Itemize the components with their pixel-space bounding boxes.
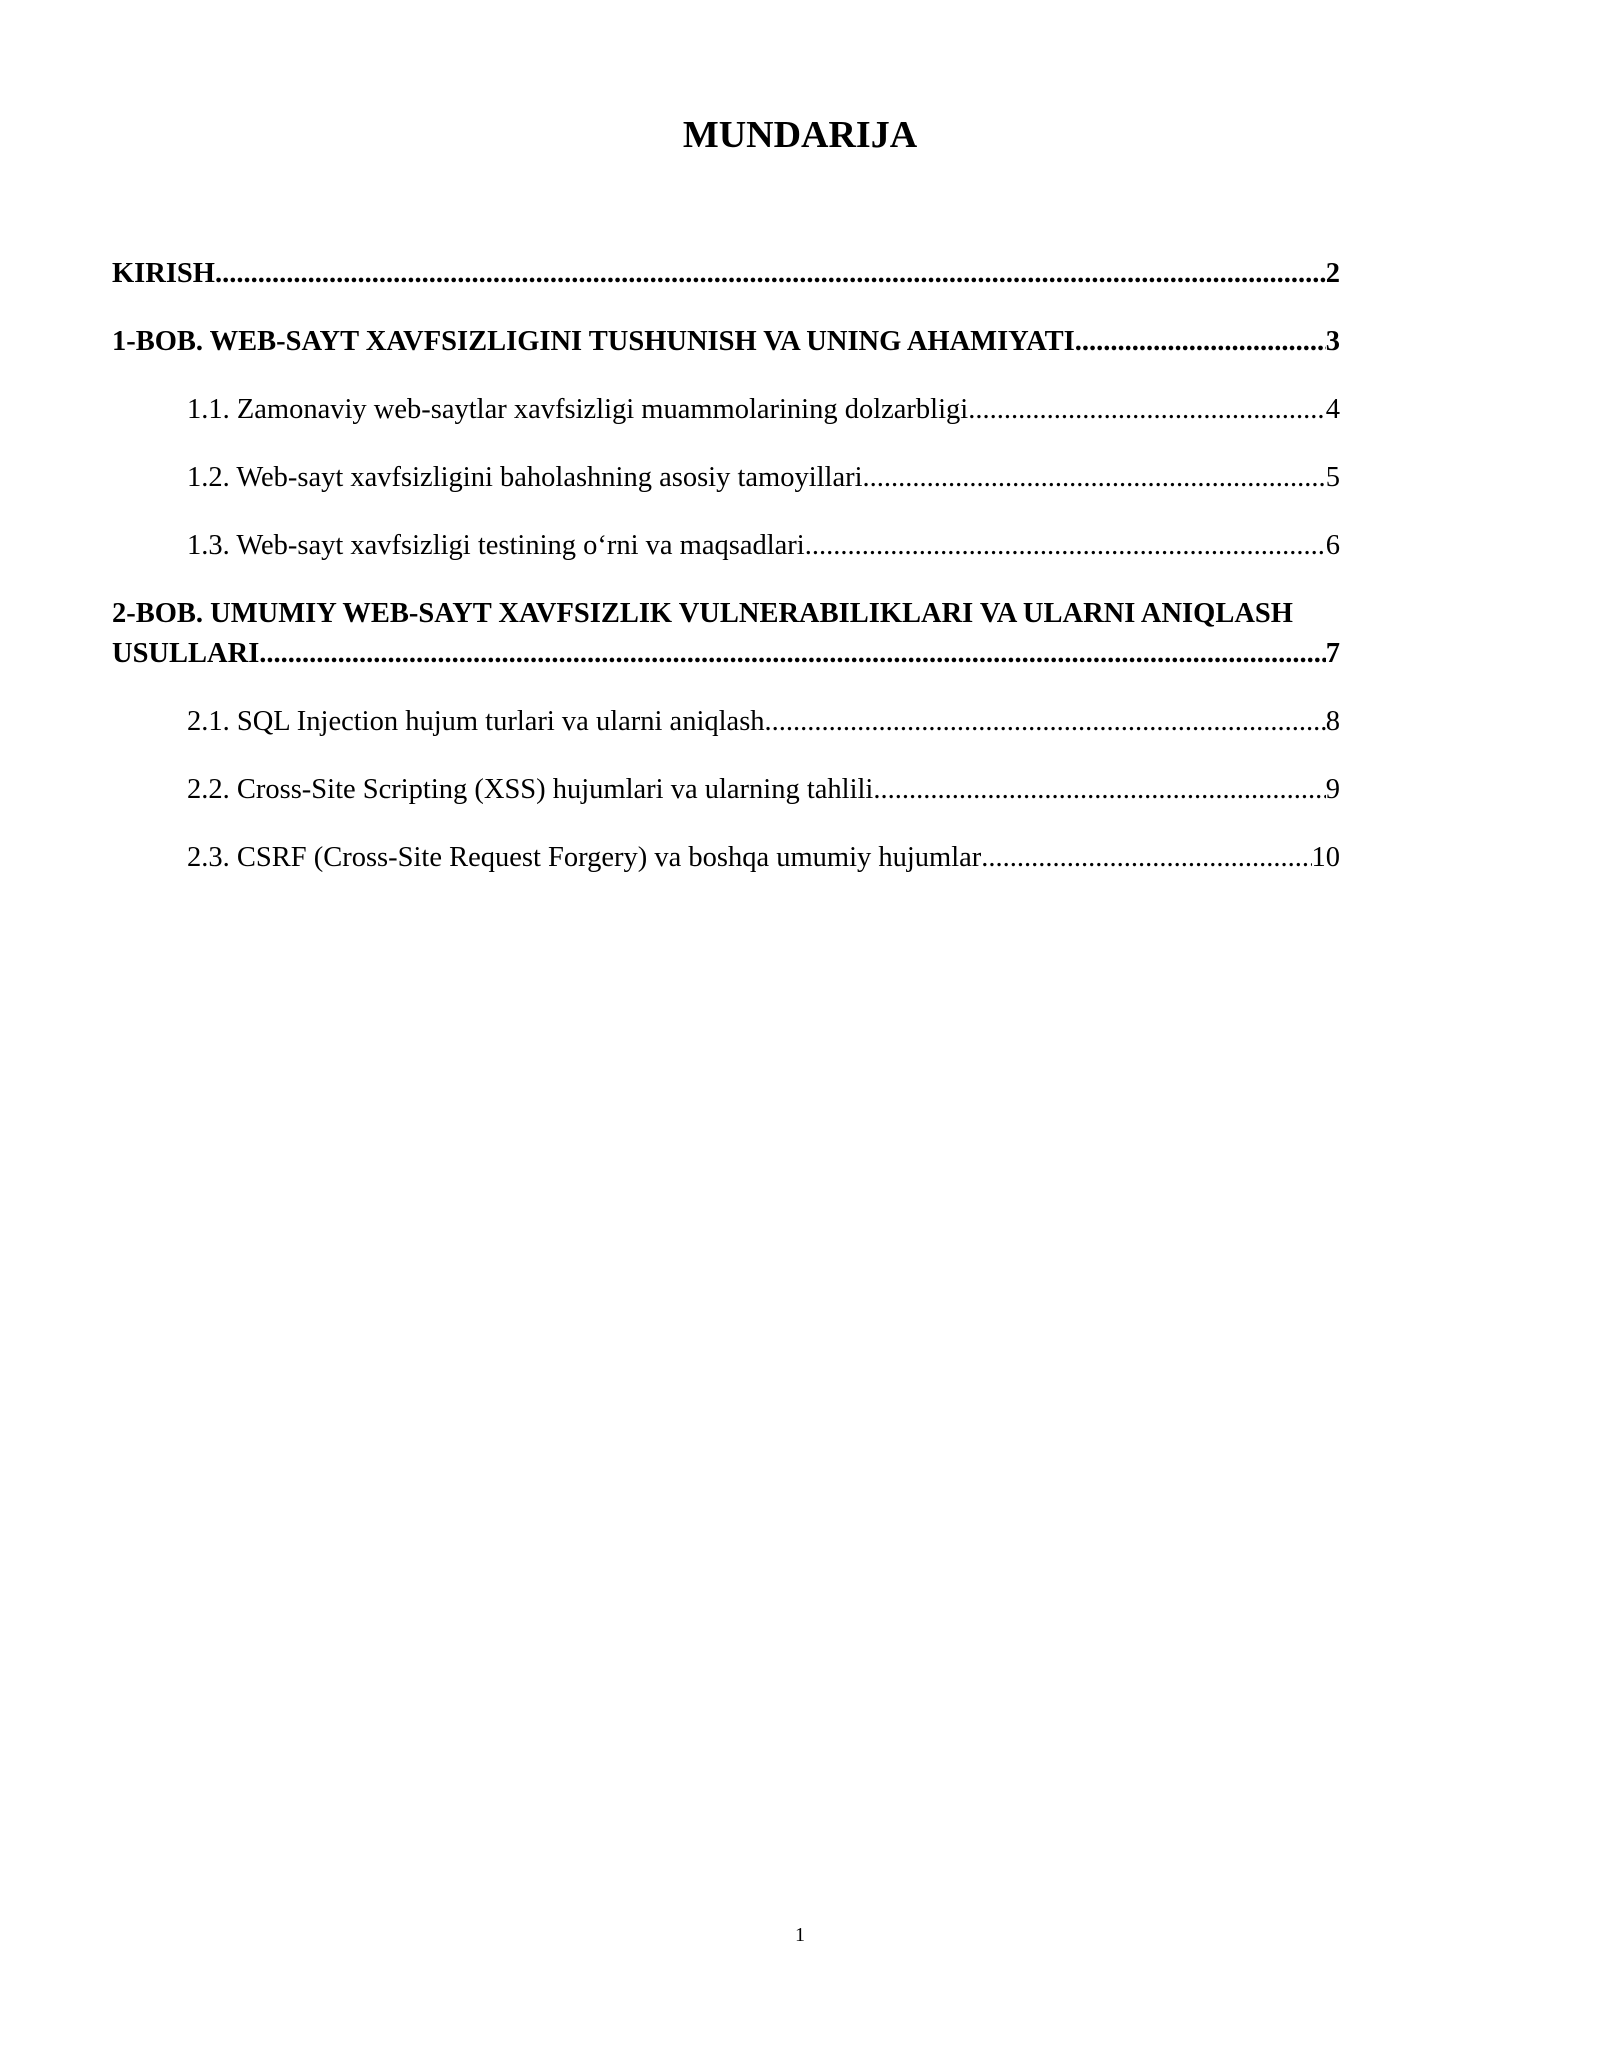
toc-entry-page: 8 xyxy=(1325,706,1340,737)
toc-entry-title: 2.1. SQL Injection hujum turlari va ularni aniqlash xyxy=(187,706,765,737)
toc-entry-chapter-1[interactable] xyxy=(112,322,1340,362)
toc-entry-line xyxy=(112,254,1340,294)
toc-entry-chapter-2[interactable] xyxy=(112,594,1340,674)
toc-entry-title: 1.1. Zamonaviy web-saytlar xavfsizligi muammolarining dolzarbligi xyxy=(187,394,969,425)
toc-entry-page: 2 xyxy=(1325,258,1340,289)
dot-leader xyxy=(873,770,1325,810)
toc-entry-line xyxy=(187,458,1340,498)
toc-entry-title: 1.2. Web-sayt xavfsizligini baholashning asosiy tamoyillari xyxy=(187,462,863,493)
dot-leader xyxy=(215,254,1326,294)
dot-leader xyxy=(1075,322,1326,362)
toc-entry-page: 6 xyxy=(1325,530,1340,561)
toc-entry-page: 7 xyxy=(1325,638,1340,669)
toc-entry-section-2-1[interactable] xyxy=(112,702,1340,742)
table-of-contents xyxy=(112,254,1340,906)
toc-entry-section-2-3[interactable] xyxy=(112,838,1340,878)
toc-entry-title-line1: 2-BOB. UMUMIY WEB-SAYT XAVFSIZLIK VULNERABILIKLARI VA ULARNI ANIQLASH xyxy=(112,598,1293,629)
toc-entry-line xyxy=(187,526,1340,566)
toc-entry-line xyxy=(112,322,1340,362)
toc-entry-line xyxy=(187,390,1340,430)
dot-leader xyxy=(863,458,1326,498)
dot-leader xyxy=(805,526,1326,566)
dot-leader xyxy=(259,634,1325,674)
toc-entry-section-1-2[interactable] xyxy=(112,458,1340,498)
toc-entry-title: 1.3. Web-sayt xavfsizligi testining o‘rni va maqsadlari xyxy=(187,530,805,561)
toc-entry-page: 10 xyxy=(1311,842,1340,873)
toc-entry-line xyxy=(112,634,1340,674)
toc-entry-page: 4 xyxy=(1325,394,1340,425)
toc-entry-page: 9 xyxy=(1325,774,1340,805)
toc-entry-line xyxy=(187,702,1340,742)
toc-entry-title: 2.2. Cross-Site Scripting (XSS) hujumlari va ularning tahlili xyxy=(187,774,874,805)
toc-entry-kirish[interactable] xyxy=(112,254,1340,294)
toc-entry-section-1-3[interactable] xyxy=(112,526,1340,566)
toc-entry-title-line2: USULLARI xyxy=(112,638,260,669)
toc-entry-title: KIRISH xyxy=(112,258,215,289)
toc-entry-title: 2.3. CSRF (Cross-Site Request Forgery) va boshqa umumiy hujumlar xyxy=(187,842,982,873)
toc-entry-page: 3 xyxy=(1325,326,1340,357)
page-title: MUNDARIJA xyxy=(682,114,918,156)
toc-entry-section-2-2[interactable] xyxy=(112,770,1340,810)
toc-entry-line xyxy=(187,770,1340,810)
toc-entry-title: 1-BOB. WEB-SAYT XAVFSIZLIGINI TUSHUNISH VA UNING AHAMIYATI xyxy=(112,326,1075,357)
page-number: 1 xyxy=(795,1924,805,1946)
toc-entry-page: 5 xyxy=(1325,462,1340,493)
dot-leader xyxy=(968,390,1326,430)
toc-entry-section-1-1[interactable] xyxy=(112,390,1340,430)
dot-leader xyxy=(765,702,1326,742)
dot-leader xyxy=(981,838,1311,878)
toc-entry-line xyxy=(187,838,1340,878)
